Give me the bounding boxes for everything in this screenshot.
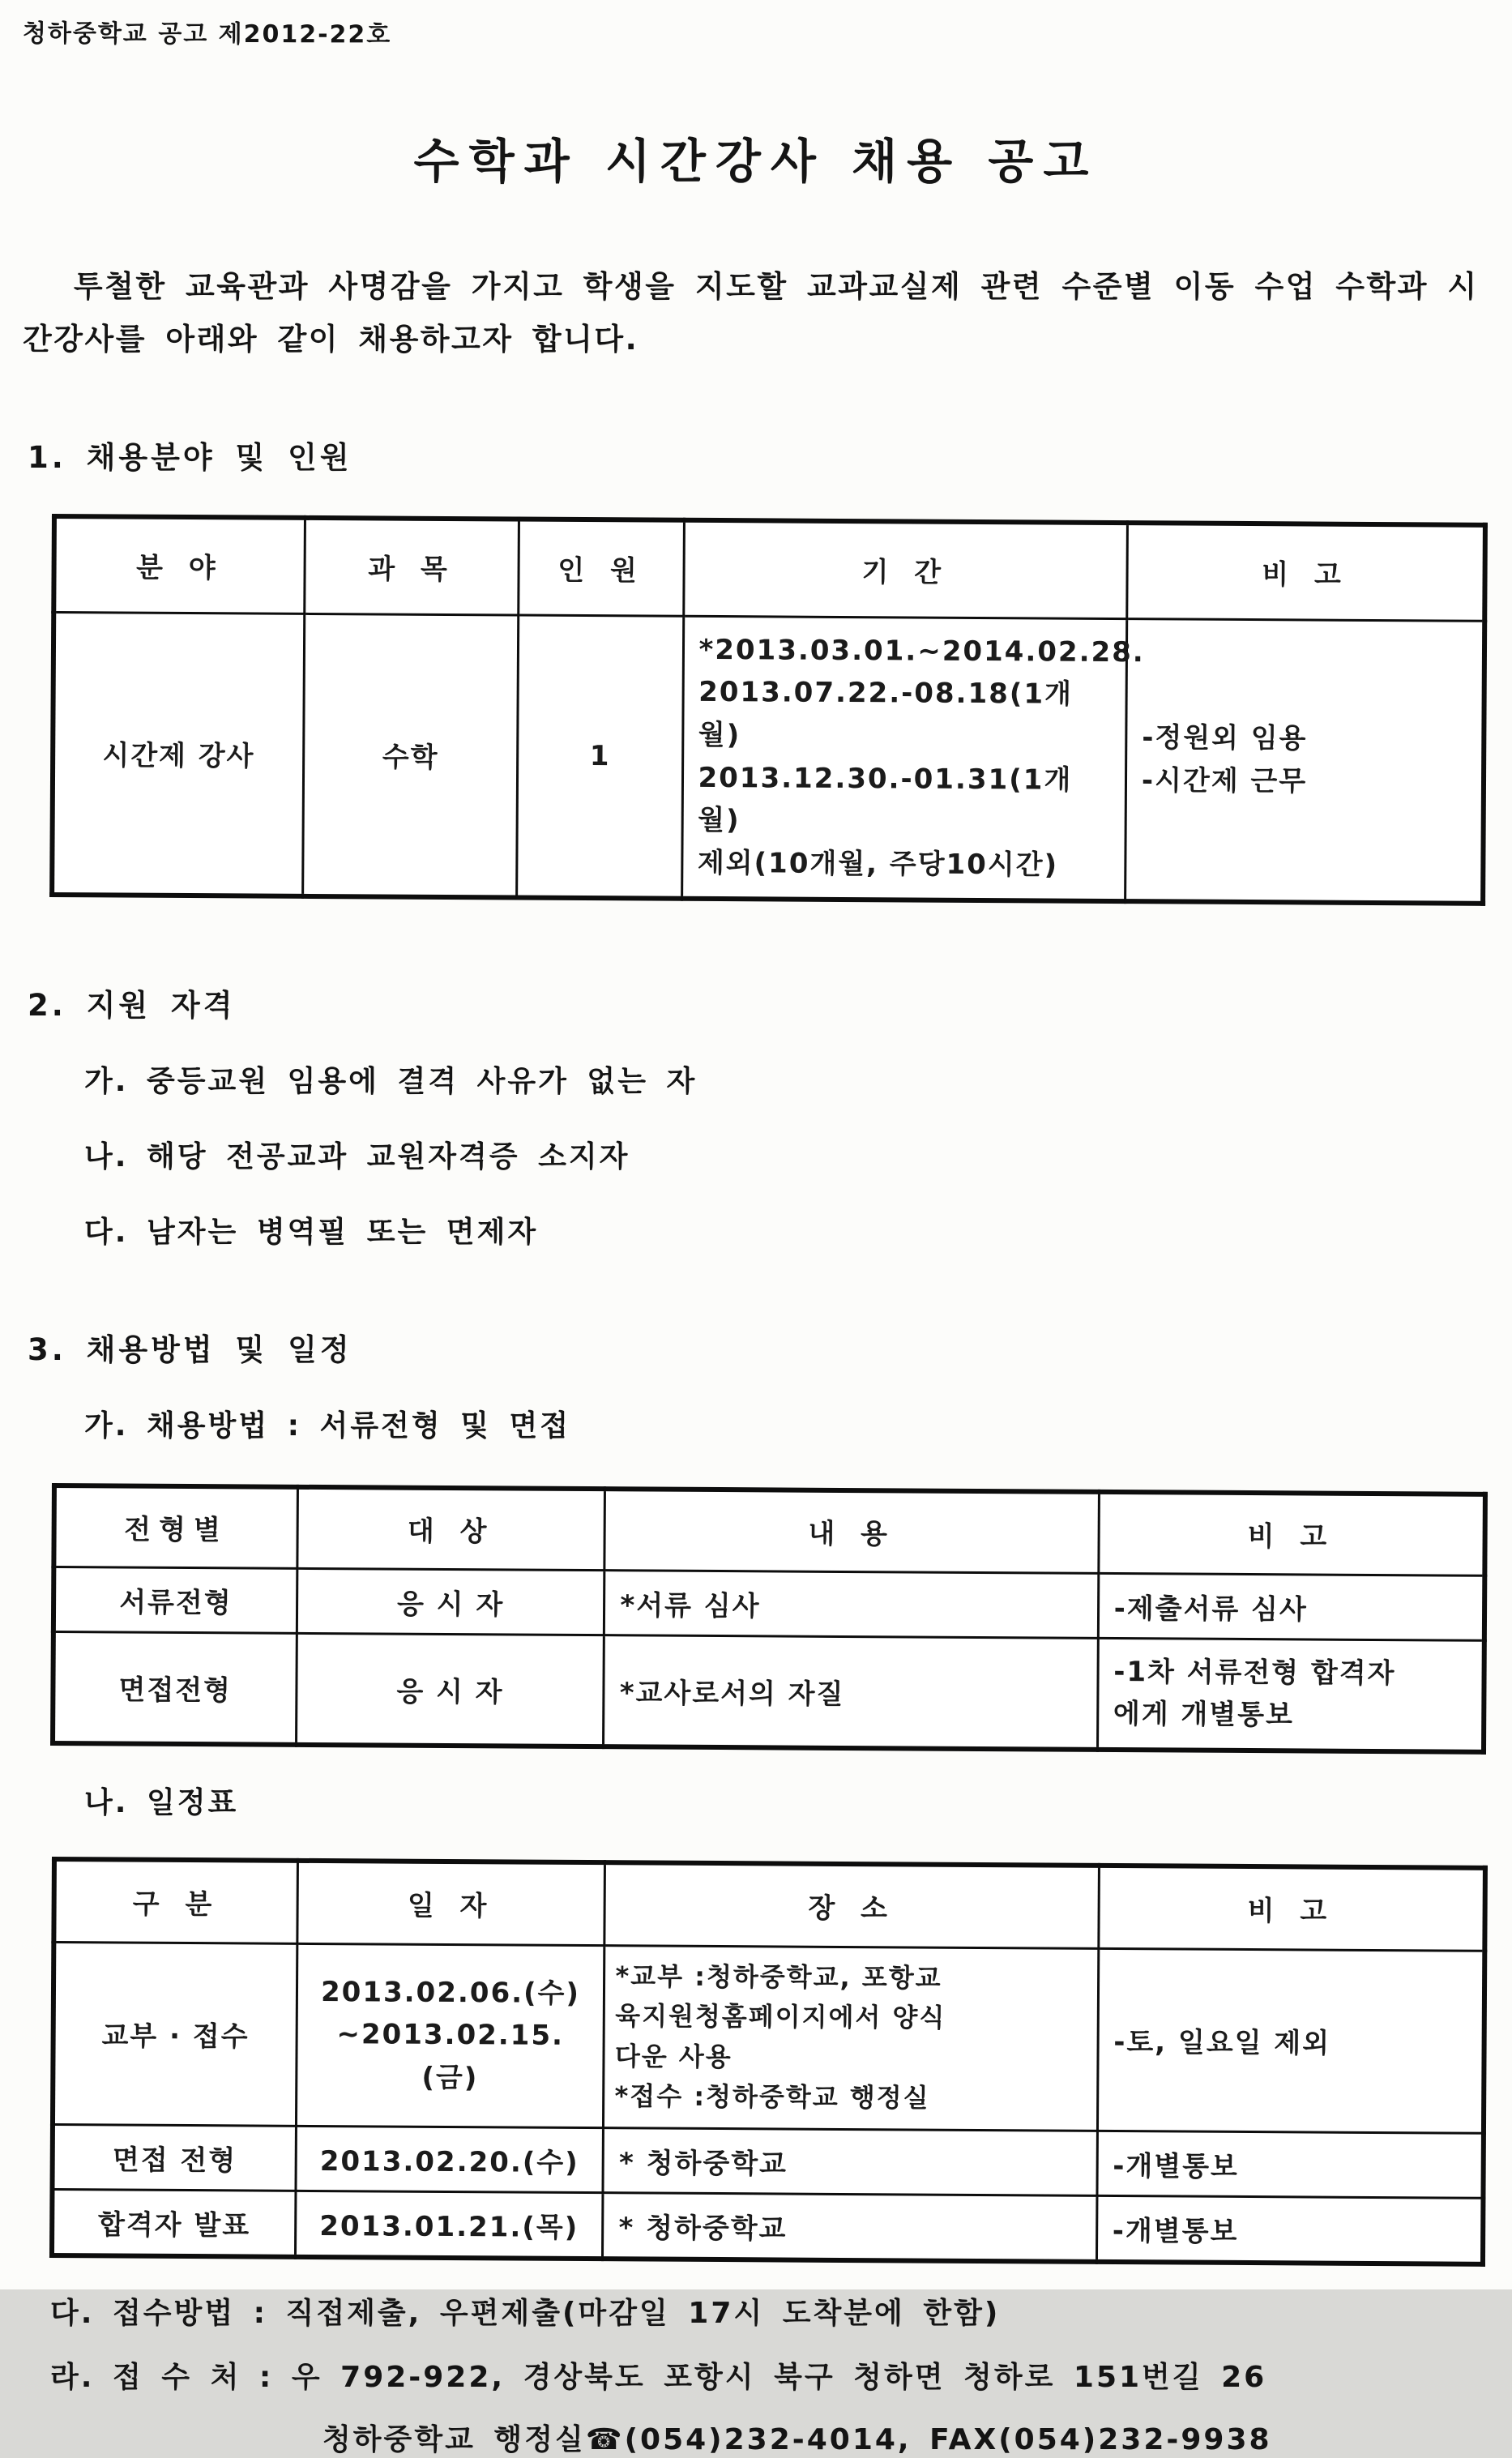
- col-header-field: 분 야: [53, 516, 305, 613]
- document-title: 수학과 시간강사 채용 공고: [413, 134, 1099, 189]
- stage-cell: 면접전형: [53, 1631, 297, 1745]
- qualification-item-da: 다. 남자는 병역필 또는 면제자: [84, 1216, 539, 1250]
- submission-address-line: 라. 접 수 처 : 우 792-922, 경상북도 포항시 북구 청하면 청하로 151번길 26: [50, 2360, 1267, 2394]
- selection-method-table: [50, 1483, 1488, 1755]
- stage-cell: 서류전형: [53, 1567, 297, 1633]
- schedule-table: [49, 1857, 1488, 2267]
- intro-paragraph: 투철한 교육관과 사명감을 가지고 학생을 지도할 교과교실제 관련 수준별 이동 수업 수학과 시간강사를 아래와 같이 채용하고자 합니다.: [23, 269, 1479, 357]
- col-header-category: 구 분: [53, 1859, 297, 1943]
- category-cell: 교부 · 접수: [53, 1942, 297, 2126]
- table-row: [52, 2124, 1483, 2198]
- note-cell: -1차 서류전형 합격자 에게 개별통보: [1097, 1638, 1484, 1752]
- submission-method-line: 다. 접수방법 : 직접제출, 우편제출(마감일 17시 도착분에 한함): [50, 2296, 1001, 2330]
- place-cell: * 청하중학교: [603, 2193, 1097, 2262]
- target-cell: 응 시 자: [296, 1633, 604, 1746]
- col-header-count: 인 원: [519, 519, 684, 615]
- table-header-row: [53, 1485, 1485, 1575]
- field-cell: 시간제 강사: [52, 612, 304, 896]
- col-header-subject: 과 목: [304, 517, 519, 614]
- recruitment-field-table: [49, 514, 1488, 905]
- table-row: [53, 1567, 1484, 1640]
- col-header-content: 내 용: [604, 1489, 1099, 1573]
- table-row: [53, 1631, 1484, 1752]
- schedule-subheading: 나. 일정표: [84, 1786, 239, 1819]
- note-cell: -개별통보: [1097, 2131, 1484, 2198]
- document-reference-number: 청하중학교 공고 제2012-22호: [22, 19, 392, 49]
- qualification-item-ga: 가. 중등교원 임용에 결격 사유가 없는 자: [84, 1065, 698, 1099]
- note-cell: -정원외 임용 -시간제 근무: [1125, 618, 1485, 903]
- date-cell: 2013.02.20.(수): [296, 2126, 604, 2192]
- section-2-heading: 2. 지원 자격: [28, 988, 236, 1024]
- table-row: [52, 612, 1484, 903]
- col-header-period: 기 간: [683, 519, 1127, 618]
- content-cell: *서류 심사: [604, 1570, 1099, 1638]
- category-cell: 합격자 발표: [52, 2189, 296, 2256]
- section-3-heading: 3. 채용방법 및 일정: [28, 1332, 352, 1368]
- date-cell: 2013.02.06.(수) ~2013.02.15.(금): [296, 1943, 604, 2128]
- count-cell: 1: [517, 614, 683, 898]
- contact-line: 청하중학교 행정실☎(054)232-4014, FAX(054)232-9938: [322, 2422, 1272, 2456]
- section-1-heading: 1. 채용분야 및 인원: [28, 439, 352, 475]
- col-header-note: 비 고: [1127, 523, 1485, 621]
- table-row: [52, 2189, 1483, 2263]
- table-row: [53, 1942, 1484, 2133]
- col-header-stage: 전형별: [53, 1485, 297, 1568]
- place-cell: *교부 :청하중학교, 포항교 육지원청홈페이지에서 양식 다운 사용 *접수 :청하중학교 행정실: [604, 1945, 1099, 2131]
- col-header-date: 일 자: [297, 1861, 605, 1945]
- date-cell: 2013.01.21.(목): [295, 2191, 603, 2259]
- col-header-note: 비 고: [1099, 1866, 1485, 1951]
- col-header-place: 장 소: [604, 1862, 1099, 1948]
- col-header-note: 비 고: [1099, 1492, 1485, 1575]
- category-cell: 면접 전형: [52, 2124, 296, 2191]
- content-cell: *교사로서의 자질: [604, 1635, 1098, 1750]
- place-cell: * 청하중학교: [603, 2128, 1097, 2196]
- col-header-target: 대 상: [297, 1487, 605, 1570]
- target-cell: 응 시 자: [297, 1568, 604, 1635]
- table-header-row: [53, 1859, 1485, 1951]
- method-subheading: 가. 채용방법 : 서류전형 및 면접: [84, 1409, 571, 1443]
- period-cell: *2013.03.01.~2014.02.28. 2013.07.22.-08.18(1개월) 2013.12.30.-01.31(1개월) 제외(10개월, 주당10시간): [681, 615, 1127, 900]
- table-header-row: [53, 516, 1485, 621]
- note-cell: -토, 일요일 제외: [1097, 1948, 1484, 2133]
- note-cell: -제출서류 심사: [1098, 1573, 1484, 1640]
- note-cell: -개별통보: [1096, 2195, 1483, 2263]
- subject-cell: 수학: [302, 613, 519, 896]
- qualification-item-na: 나. 해당 전공교과 교원자격증 소지자: [84, 1140, 630, 1174]
